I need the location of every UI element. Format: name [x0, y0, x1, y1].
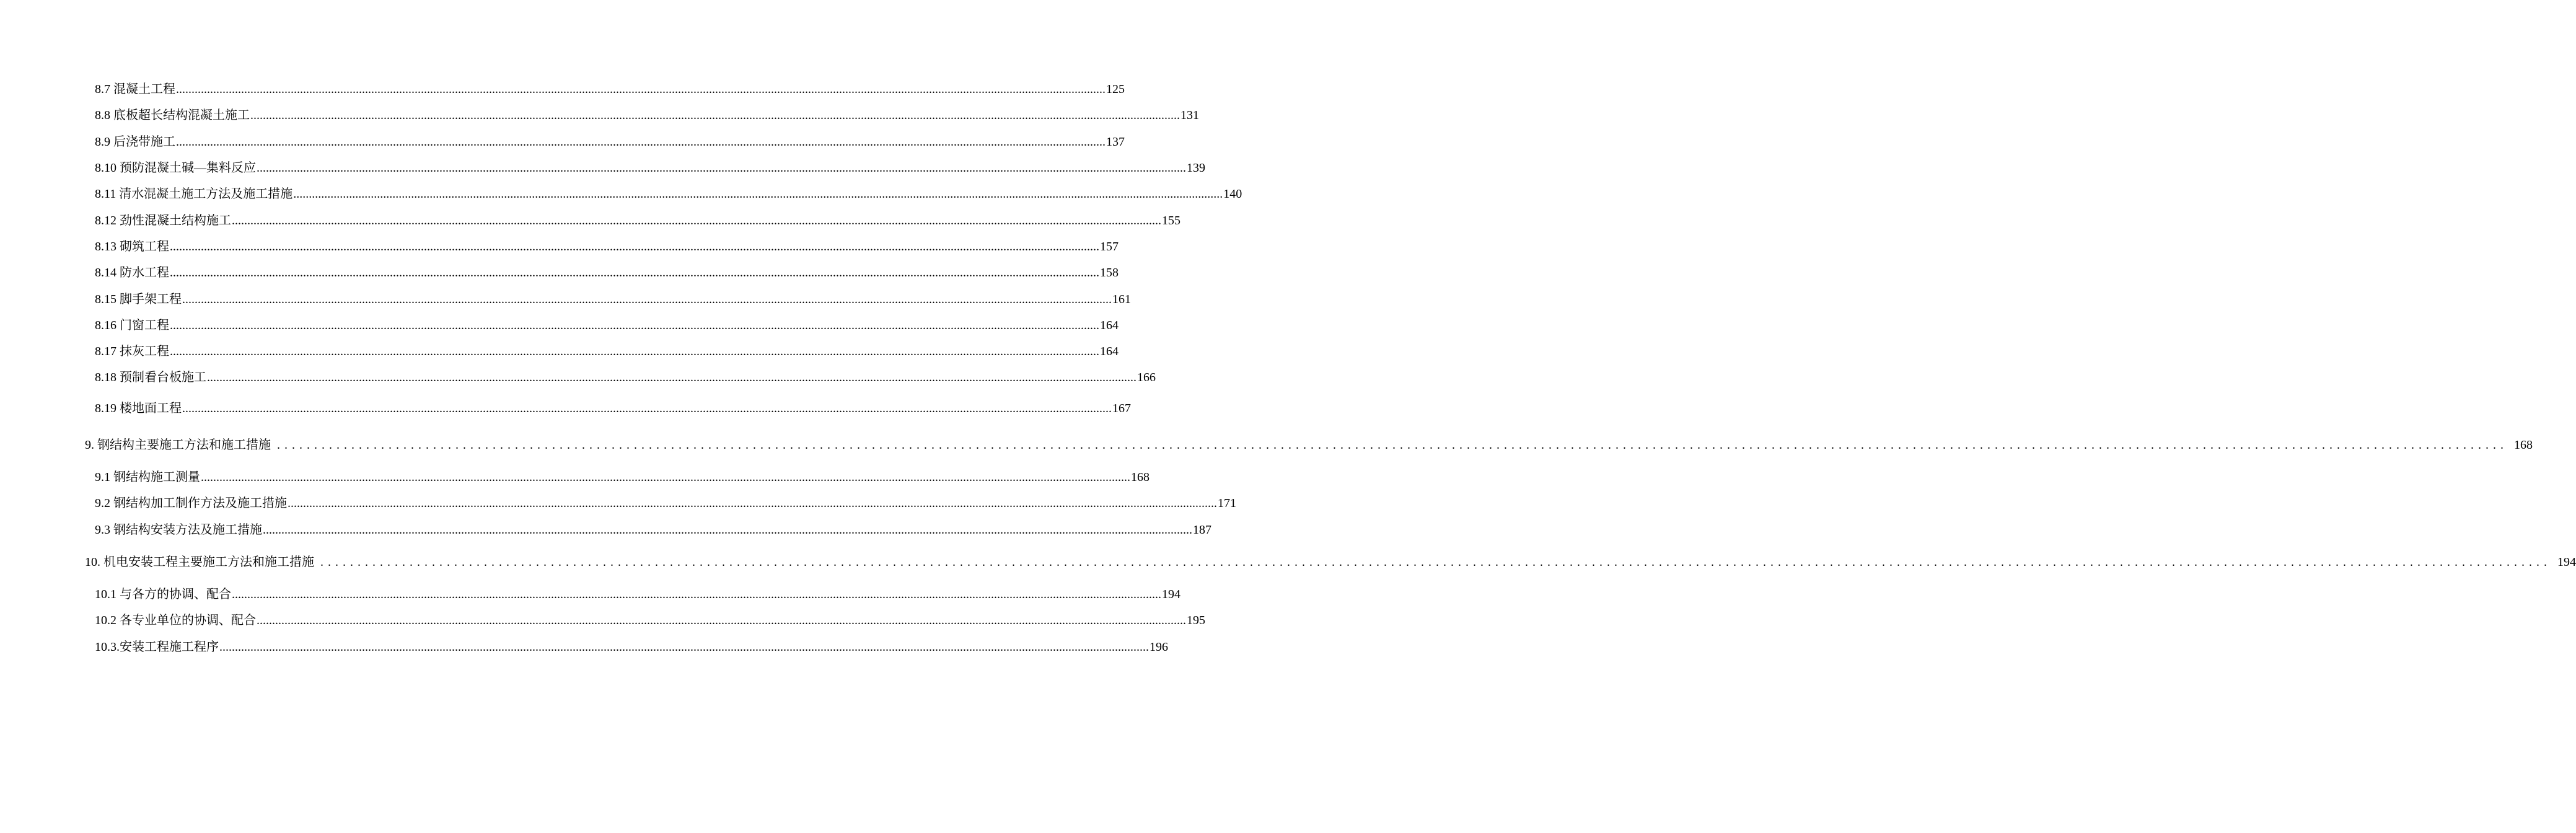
- toc-entry[interactable]: [95, 317, 1119, 334]
- toc-entry-page: 155: [1162, 214, 1180, 227]
- dot-leader: ............................................................................................................................................................................................................................................................................................................: [201, 470, 1130, 484]
- dot-leader: ............................................................................................................................................................................................................................................................................................................: [170, 240, 1099, 253]
- toc-entry[interactable]: [95, 159, 1205, 177]
- toc-entry-label: 8.15 脚手架工程: [95, 293, 182, 306]
- toc-entry-page: 139: [1187, 161, 1205, 175]
- toc-entry-page: 140: [1223, 187, 1242, 201]
- toc-entry[interactable]: [95, 369, 1156, 386]
- dot-leader: ............................................................................................................................................................................................................................................................................................................: [288, 496, 1217, 510]
- toc-entry-page: 196: [1150, 640, 1168, 654]
- dot-leader: ............................................................................................................................................................................................................................................................................................................: [170, 319, 1099, 332]
- dot-leader: ............................................................................................................................................................................................................................................................................................................: [232, 214, 1161, 227]
- toc-entry-label: 8.19 楼地面工程: [95, 402, 182, 415]
- toc-chapter[interactable]: [85, 553, 2576, 571]
- dot-leader: ............................................................................................................................................................................................................................................................................................................: [250, 108, 1180, 122]
- toc-entry-label: 10.1 与各方的协调、配合: [95, 588, 231, 601]
- toc-entry-label: 8.11 清水混凝土施工方法及施工措施: [95, 187, 293, 201]
- toc-entry[interactable]: [95, 521, 1211, 539]
- toc-entry[interactable]: [95, 212, 1180, 229]
- toc-entry-page: 158: [1100, 266, 1119, 280]
- toc-entry-label: 9.1 钢结构施工测量: [95, 470, 200, 484]
- toc-entry-label: 8.9 后浇带施工: [95, 135, 175, 149]
- toc-entry[interactable]: [95, 343, 1119, 360]
- toc-entry-label: 10.3.安装工程施工程序: [95, 640, 219, 654]
- toc-entry[interactable]: [95, 133, 1125, 151]
- dot-leader: ............................................................................................................................................................................................................................................................................................................: [277, 438, 2508, 452]
- toc-entry-label: 9. 钢结构主要施工方法和施工措施: [85, 438, 271, 452]
- toc-entry-label: 9.3 钢结构安装方法及施工措施: [95, 523, 262, 537]
- toc-entry-page: 161: [1112, 293, 1131, 306]
- toc-entry-page: 195: [1187, 614, 1205, 627]
- toc-entry-label: 8.7 混凝土工程: [95, 82, 175, 96]
- dot-leader: ............................................................................................................................................................................................................................................................................................................: [320, 555, 2551, 569]
- toc-chapter[interactable]: [85, 436, 2533, 454]
- dot-leader: ............................................................................................................................................................................................................................................................................................................: [293, 187, 1223, 201]
- dot-leader: ............................................................................................................................................................................................................................................................................................................: [182, 402, 1112, 415]
- toc-entry[interactable]: [95, 495, 1236, 512]
- toc-entry[interactable]: [95, 185, 1242, 203]
- toc-entry[interactable]: [95, 612, 1205, 629]
- toc-entry[interactable]: [95, 107, 1199, 124]
- toc-entry-page: 164: [1100, 345, 1119, 358]
- toc-entry-page: 125: [1106, 82, 1125, 96]
- dot-leader: ............................................................................................................................................................................................................................................................................................................: [170, 345, 1099, 358]
- toc-entry-page: 171: [1218, 496, 1236, 510]
- toc-entry-label: 10.2 各专业单位的协调、配合: [95, 614, 256, 627]
- toc-entry-page: 157: [1100, 240, 1119, 253]
- toc-entry-label: 10. 机电安装工程主要施工方法和施工措施: [85, 555, 314, 569]
- toc-entry-label: 8.13 砌筑工程: [95, 240, 169, 253]
- dot-leader: ............................................................................................................................................................................................................................................................................................................: [257, 614, 1186, 627]
- toc-entry-label: 8.16 门窗工程: [95, 319, 169, 332]
- toc-entry-page: 167: [1112, 402, 1131, 415]
- toc-entry[interactable]: [95, 469, 1150, 486]
- toc-entry[interactable]: [95, 400, 1131, 417]
- toc-entry-page: 164: [1100, 319, 1119, 332]
- toc-entry[interactable]: [95, 638, 1168, 656]
- toc-entry-label: 8.8 底板超长结构混凝土施工: [95, 108, 250, 122]
- toc-entry-page: 187: [1193, 523, 1211, 537]
- toc-entry[interactable]: [95, 238, 1119, 255]
- toc-entry-page: 194: [2557, 555, 2576, 569]
- dot-leader: ............................................................................................................................................................................................................................................................................................................: [182, 293, 1112, 306]
- toc-entry[interactable]: [95, 291, 1131, 308]
- toc-entry-page: 166: [1137, 371, 1156, 384]
- toc-entry-page: 168: [1131, 470, 1150, 484]
- dot-leader: ............................................................................................................................................................................................................................................................................................................: [232, 588, 1161, 601]
- dot-leader: ............................................................................................................................................................................................................................................................................................................: [263, 523, 1192, 537]
- toc-entry-page: 168: [2514, 438, 2533, 452]
- toc-entry[interactable]: [95, 264, 1119, 281]
- dot-leader: ............................................................................................................................................................................................................................................................................................................: [257, 161, 1186, 175]
- toc-entry-label: 8.18 预制看台板施工: [95, 371, 206, 384]
- dot-leader: ............................................................................................................................................................................................................................................................................................................: [176, 82, 1106, 96]
- dot-leader: ............................................................................................................................................................................................................................................................................................................: [219, 640, 1149, 654]
- dot-leader: ............................................................................................................................................................................................................................................................................................................: [176, 135, 1106, 149]
- toc-entry-label: 9.2 钢结构加工制作方法及施工措施: [95, 496, 287, 510]
- toc-entry-label: 8.12 劲性混凝土结构施工: [95, 214, 231, 227]
- dot-leader: ............................................................................................................................................................................................................................................................................................................: [207, 371, 1136, 384]
- toc-entry-page: 131: [1180, 108, 1199, 122]
- toc-entry-label: 8.17 抹灰工程: [95, 345, 169, 358]
- toc-entry-label: 8.10 预防混凝土碱—集料反应: [95, 161, 256, 175]
- toc-entry[interactable]: [95, 81, 1125, 98]
- toc-entry-page: 194: [1162, 588, 1180, 601]
- toc-entry-page: 137: [1106, 135, 1125, 149]
- dot-leader: ............................................................................................................................................................................................................................................................................................................: [170, 266, 1099, 280]
- toc-entry-label: 8.14 防水工程: [95, 266, 169, 280]
- toc-entry[interactable]: [95, 586, 1180, 603]
